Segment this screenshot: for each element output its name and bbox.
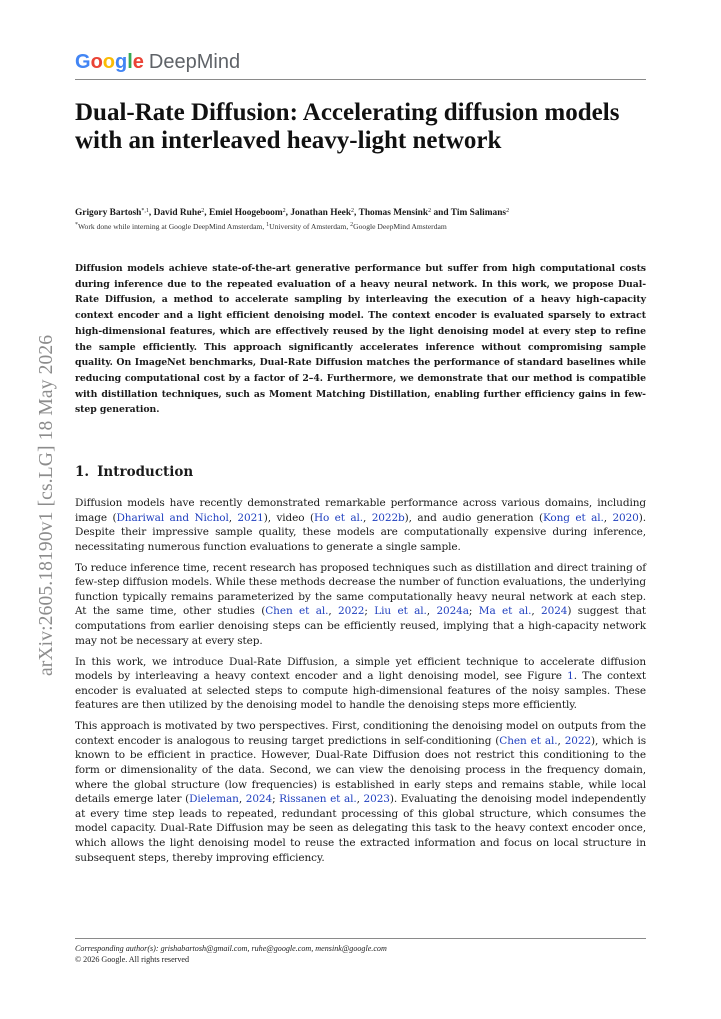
author-name: Jonathan Heek [290,208,352,218]
affiliations: *Work done while interning at Google DeepMind Amsterdam, $^1$University of Amsterdam, $^2$Google DeepMind Amsterdam [75,222,447,231]
author-name: Tim Salimans [450,208,507,218]
deepmind-wordmark: DeepMind [148,51,241,73]
section-number: 1. [75,464,90,480]
author-affiliation-mark: 2 [282,208,286,214]
section-heading-introduction [75,463,193,481]
corresponding-authors: Corresponding author(s): grishabartosh@gmail.com, ruhe@google.com, mensink@google.com [75,944,387,953]
body-paragraph: Diffusion models have recently demonstrated remarkable performance across various domains, including image (Dhariwal and Nichol, 2021), video (Ho et al., 2022b), and audio generation (Kong et al., 2020). Despite their impressive sample quality, these models are computationally expensive during inference, necessitating numerous function evaluations to generate a single sample. [75,497,646,553]
citation-link[interactable]: 2021 [237,511,264,524]
footer-rule [75,938,646,939]
arxiv-stamp [23,290,57,698]
citation-link[interactable]: Ma et al. [478,605,532,618]
citation-link[interactable]: 2022 [564,734,592,747]
affiliation-1: University of Amsterdam, [269,222,351,231]
page-footer [75,943,646,965]
author-affiliation-mark: *,1 [141,208,149,214]
google-wordmark [75,51,144,73]
header-rule [75,79,646,80]
author-affiliation-mark: 2 [428,208,432,214]
citation-link[interactable]: Liu et al. [374,605,427,618]
affiliation-note: Work done while interning at Google DeepMind Amsterdam, [78,222,267,231]
citation-link[interactable]: 2024 [541,605,568,618]
body-paragraph: In this work, we introduce Dual-Rate Diffusion, a simple yet efficient technique to accelerate diffusion models by interleaving a heavy context encoder and a light denoising model, see Figure 1. The context encoder is evaluated at selected steps to compute high-dimensional features of the noisy samples. These features are then utilized by the denoising model to handle the denoising steps more efficiently. [75,655,646,712]
author-affiliation-mark: 2 [351,208,355,214]
citation-link[interactable]: Rissanen et al. [279,793,357,806]
google-letter: G [75,51,91,73]
citation-link[interactable]: 2020 [612,511,639,524]
body-paragraph: This approach is motivated by two perspectives. First, conditioning the denoising model on outputs from the context encoder is analogous to reusing target predictions in self-conditioning (Chen et al., 2022), which is known to be efficient in practice. However, Dual-Rate Diffusion does not restrict this conditioning to the form or dimensionality of the data. Second, we can view the denoising process in the frequency domain, where the global structure (low frequencies) is established in early steps and remains stable, while local details emerge later (Dieleman, 2024; Rissanen et al., 2023). Evaluating the denoising model independently at every time step leads to repeated, redundant processing of this global structure, which consumes the model capacity. Dual-Rate Diffusion may be seen as delegating this task to the heavy context encoder once, which allows the light denoising model to reuse the extracted information and focus on local structure in subsequent steps, thereby improving efficiency. [75,720,647,864]
author-affiliation-mark: 2 [506,208,510,214]
author-list: Grigory Bartosh$^{*,1}$, David Ruhe$^2$, Emiel Hoogeboom$^2$, Jonathan Heek$^2$, Thomas Mensink$^2$ and Tim Salimans$^2$ [75,208,510,218]
citation-link[interactable]: Chen et al. [499,734,558,747]
citation-link[interactable]: 2024 [245,793,273,806]
copyright-notice: © 2026 Google. All rights reserved [75,955,190,964]
citation-link[interactable]: Dieleman [189,793,239,806]
google-deepmind-logo [75,50,240,74]
google-letter: e [132,51,144,73]
citation-link[interactable]: 2023 [363,793,390,806]
author-name: David Ruhe [153,208,202,218]
paper-title: Dual-Rate Diffusion: Accelerating diffusion models with an interleaved heavy-light network [75,99,620,154]
author-name: Emiel Hoogeboom [208,208,283,218]
citation-link[interactable]: 1 [567,670,574,683]
arxiv-stamp-text: arXiv:2605.18190v1 [cs.LG] 18 May 2026 [36,334,57,676]
citation-link[interactable]: 2022 [338,605,365,618]
author-name: Grigory Bartosh [75,208,142,218]
citation-link[interactable]: 2022b [371,511,405,524]
citation-link[interactable]: Ho et al. [313,511,364,524]
google-letter: o [102,51,115,73]
affiliation-2: Google DeepMind Amsterdam [353,222,447,231]
citation-link[interactable]: Kong et al. [542,511,604,524]
section-title: Introduction [97,464,194,480]
author-affiliation-mark: 2 [201,208,205,214]
citation-link[interactable]: Dhariwal and Nichol [116,511,229,524]
google-letter: l [127,51,133,73]
author-name: Thomas Mensink [358,208,429,218]
abstract: Diffusion models achieve state-of-the-art generative performance but suffer from high computational costs during inference due to the repeated evaluation of a heavy neural network. In this work, we propose Dual-Rate Diffusion, a method to accelerate sampling by interleaving the execution of a heavy high-capacity context encoder and a light efficient denoising model. The context encoder is evaluated sparsely to extract high-dimensional features, which are effectively reused by the light denoising model at every step to refine the sample efficiently. This approach significantly accelerates inference without compromising sample quality. On ImageNet benchmarks, Dual-Rate Diffusion matches the performance of standard baselines while reducing computational cost by a factor of 2–4. Furthermore, we demonstrate that our method is compatible with distillation techniques, such as Moment Matching Distillation, enabling further efficiency gains in few-step generation. [75,263,646,416]
google-letter: o [90,51,103,73]
citation-link[interactable]: Chen et al. [265,605,329,618]
body-paragraph: To reduce inference time, recent research has proposed techniques such as distillation and direct training of few-step diffusion models. While these methods decrease the number of function evaluations, the underlying function typically remains parameterized by the same computationally heavy neural network at each step. At the same time, other studies (Chen et al., 2022; Liu et al., 2024a; Ma et al., 2024) suggest that computations from earlier denoising steps can be efficiently reused, implying that a high-capacity network may not be necessary at every step. [75,561,646,647]
introduction-body [75,496,646,871]
google-letter: g [115,51,128,73]
citation-link[interactable]: 2024a [436,605,469,618]
